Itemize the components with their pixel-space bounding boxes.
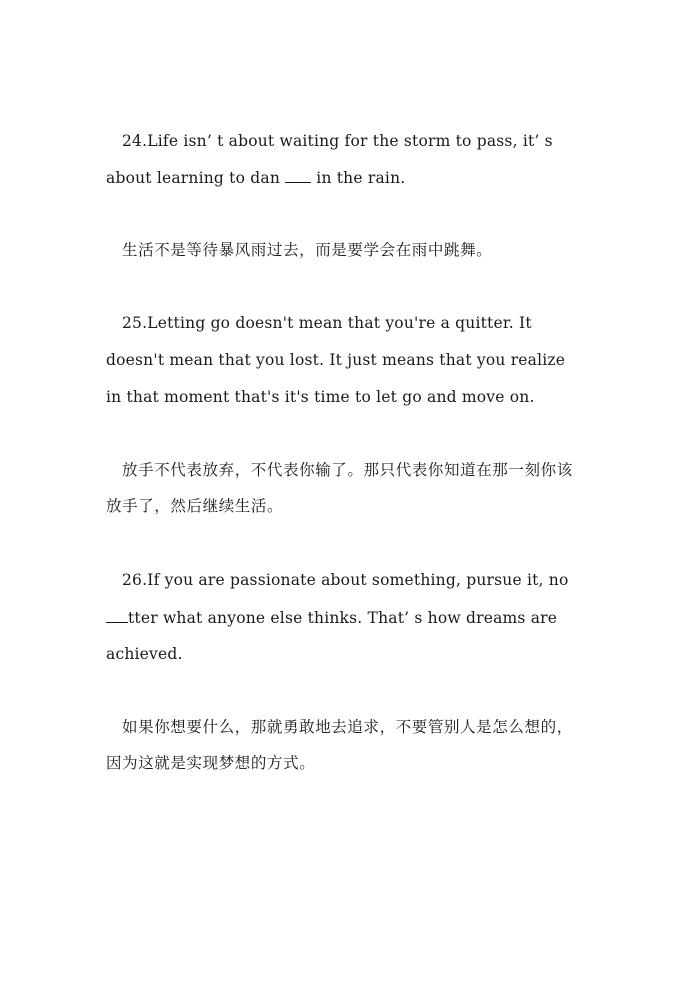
q25-translation-line2: 放手了，然后继续生活。 <box>106 497 284 515</box>
fill-in-blank <box>285 167 311 183</box>
q24-line2-after: in the rain. <box>311 169 406 187</box>
q25-line3: in that moment that's it's time to let go and move on. <box>106 388 535 406</box>
q25-line2: doesn't mean that you lost. It just means that you realize <box>106 351 566 369</box>
q24-line2 <box>106 167 405 188</box>
q25-line1: 25.Letting go doesn't mean that you're a quitter. It <box>122 314 532 332</box>
q26-line1: 26.If you are passionate about something, pursue it, no <box>122 571 569 589</box>
q24-line1: 24.Life isn’ t about waiting for the storm to pass, it’ s <box>122 132 553 150</box>
q26-translation-line2: 因为这就是实现梦想的方式。 <box>106 754 316 772</box>
q24-line2-before: about learning to dan <box>106 169 286 187</box>
q25-translation-line1: 放手不代表放弃，不代表你输了。那只代表你知道在那一刻你该 <box>122 461 573 479</box>
q26-translation-line1: 如果你想要什么，那就勇敢地去追求，不要管别人是怎么想的， <box>122 718 573 736</box>
q24-translation: 生活不是等待暴风雨过去，而是要学会在雨中跳舞。 <box>122 241 493 259</box>
q26-line3: achieved. <box>106 645 183 663</box>
q26-line2 <box>106 607 557 628</box>
q26-line2-after: tter what anyone else thinks. That’ s how dreams are <box>128 609 558 627</box>
fill-in-blank <box>106 607 128 623</box>
